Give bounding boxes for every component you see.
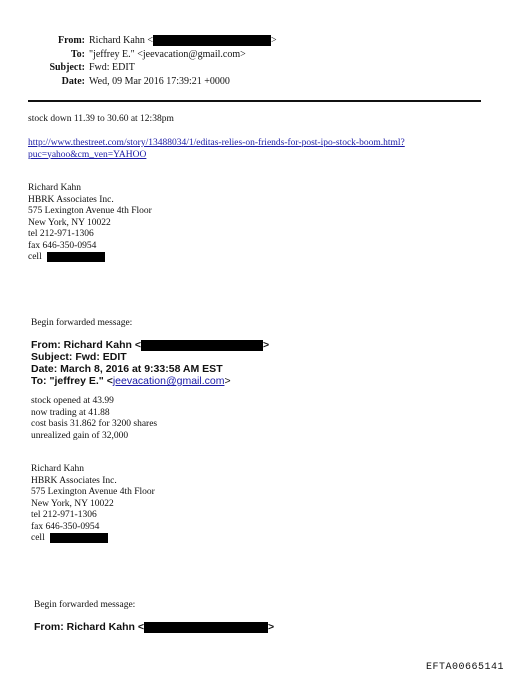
- forward-from: From: Richard Kahn <: [31, 339, 141, 351]
- redaction-bar: [144, 622, 268, 633]
- signature-name: Richard Kahn: [28, 183, 82, 193]
- article-link-line1[interactable]: http://www.thestreet.com/story/13488034/1/editas-relies-on-friends-for-post-ipo-stock-boom.html?: [28, 138, 405, 148]
- date-value: Wed, 09 Mar 2016 17:39:21 +0000: [89, 75, 230, 87]
- signature-city: New York, NY 10022: [28, 217, 111, 228]
- forward-from-row: [31, 339, 269, 351]
- redaction-bar: [47, 252, 105, 262]
- forward-begin: Begin forwarded message:: [31, 318, 133, 328]
- redaction-bar: [153, 35, 271, 46]
- forward-to-suffix: >: [224, 375, 231, 387]
- forward-body-line: unrealized gain of 32,000: [31, 430, 129, 441]
- forward-from-tail: >: [267, 621, 275, 633]
- header-subject-row: [8, 61, 277, 75]
- forward-header-2: [34, 621, 274, 633]
- from-label: From:: [57, 35, 85, 46]
- forward-body-line: now trading at 41.88: [31, 407, 110, 418]
- forward-from-tail: >: [262, 339, 270, 351]
- forward-to-email[interactable]: jeevacation@gmail.com: [112, 375, 225, 387]
- date-label: Date:: [61, 75, 85, 87]
- article-link[interactable]: [28, 138, 405, 161]
- forward-subject: Subject: Fwd: EDIT: [31, 351, 127, 363]
- signature-block-2: [31, 464, 155, 545]
- email-header: [8, 34, 277, 88]
- message-intro: stock down 11.39 to 30.60 at 12:38pm: [28, 114, 174, 124]
- from-value: Richard Kahn <: [89, 35, 153, 46]
- signature-cell: cell: [28, 252, 42, 263]
- forward-date: Date: March 8, 2016 at 9:33:58 AM EST: [31, 363, 223, 375]
- signature-block: [28, 183, 152, 264]
- from-tail: >: [270, 35, 277, 46]
- subject-value: Fwd: EDIT: [89, 62, 135, 73]
- signature-address: 575 Lexington Avenue 4th Floor: [28, 206, 152, 216]
- subject-label: Subject:: [49, 62, 85, 73]
- signature-cell-row: [28, 252, 152, 264]
- forward-from-row: [34, 621, 274, 633]
- header-date-row: [8, 75, 277, 89]
- document-id: EFTA00665141: [425, 662, 504, 673]
- to-label: To:: [70, 48, 85, 60]
- forward-body-line: cost basis 31.862 for 3200 shares: [31, 419, 158, 429]
- signature-cell-row: [31, 533, 155, 545]
- signature-tel: tel 212-971-1306: [31, 510, 97, 520]
- header-to-row: [8, 48, 277, 62]
- signature-name: Richard Kahn: [31, 464, 85, 474]
- forward-body-line: stock opened at 43.99: [31, 396, 114, 406]
- redaction-bar: [50, 533, 108, 543]
- redaction-bar: [141, 340, 263, 351]
- signature-address: 575 Lexington Avenue 4th Floor: [31, 487, 155, 497]
- forward-body: [31, 396, 157, 442]
- signature-tel: tel 212-971-1306: [28, 229, 94, 239]
- article-link-line2[interactable]: puc=yahoo&cm_ven=YAHOO: [28, 149, 147, 160]
- forward-to-row: [31, 375, 269, 387]
- signature-city: New York, NY 10022: [31, 498, 114, 509]
- signature-cell: cell: [31, 533, 45, 544]
- signature-company: HBRK Associates Inc.: [28, 194, 114, 205]
- header-from-row: [8, 34, 277, 48]
- signature-fax: fax 646-350-0954: [28, 240, 97, 251]
- forward-from: From: Richard Kahn <: [34, 621, 144, 633]
- header-divider: [28, 100, 481, 102]
- signature-company: HBRK Associates Inc.: [31, 475, 117, 486]
- to-value: "jeffrey E." <jeevacation@gmail.com>: [89, 48, 246, 60]
- forward-begin-2: Begin forwarded message:: [34, 600, 136, 610]
- forward-to-prefix: To: "jeffrey E." <: [31, 375, 113, 387]
- signature-fax: fax 646-350-0954: [31, 521, 100, 532]
- forward-header: [31, 339, 269, 387]
